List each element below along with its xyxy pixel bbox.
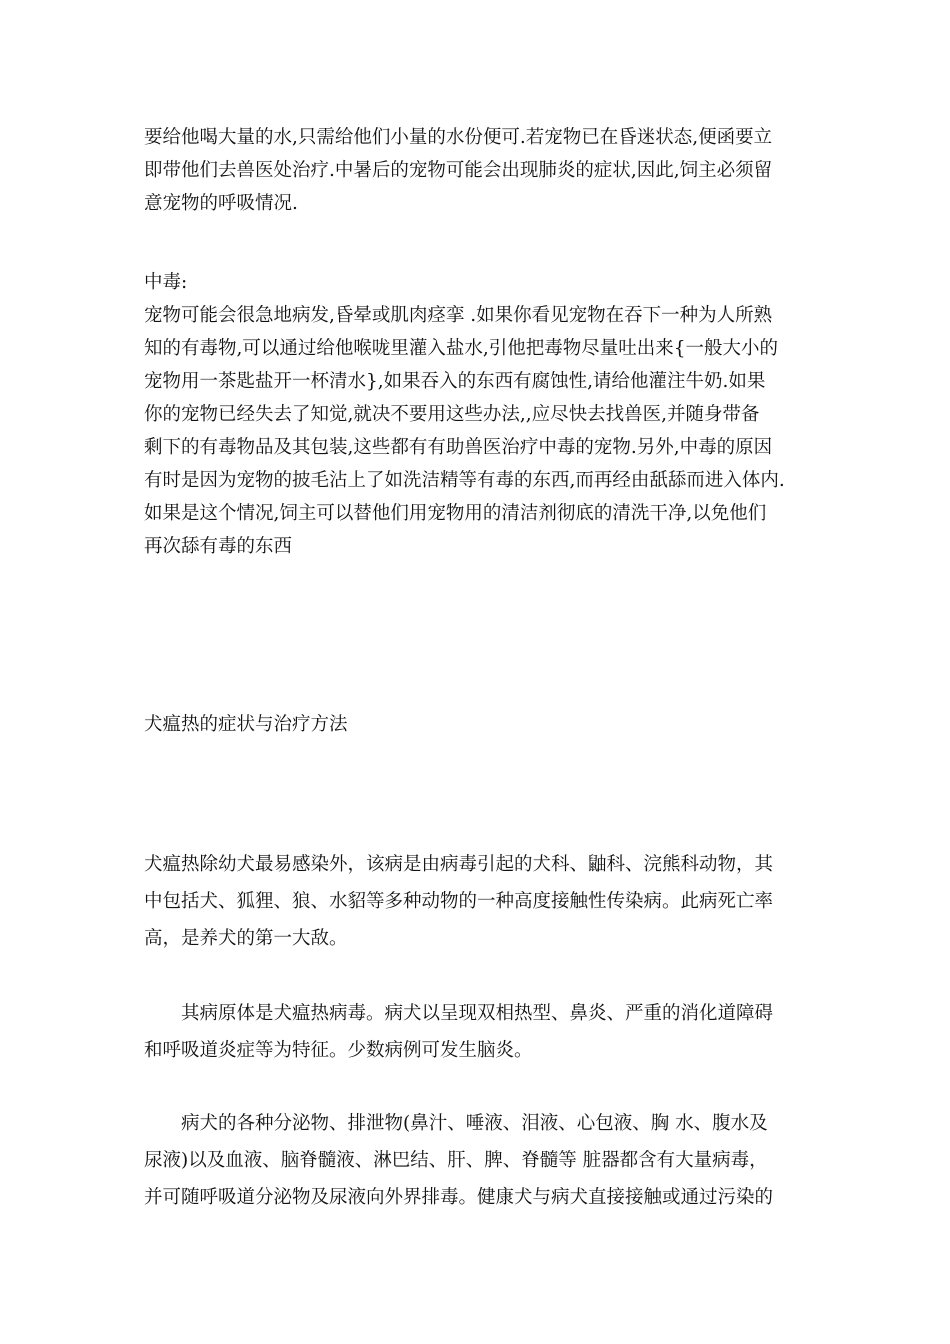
text-line: 有时是因为宠物的披毛沾上了如洗洁精等有毒的东西,而再经由舐舔而进入体内.: [144, 470, 785, 491]
text-line: 并可随呼吸道分泌物及尿液向外界排毒。健康犬与病犬直接接触或通过污染的: [144, 1187, 774, 1208]
text-line: 病犬的各种分泌物、排泄物(鼻汁、唾液、泪液、心包液、胸 水、腹水及: [144, 1113, 768, 1134]
text-line: 你的宠物已经失去了知觉,就决不要用这些办法,,应尽快去找兽医,并随身带备: [144, 404, 760, 425]
distemper-paragraph-1: [144, 846, 814, 957]
text-line: 再次舔有毒的东西: [144, 536, 293, 557]
distemper-paragraph-2: [144, 995, 814, 1069]
heatstroke-paragraph: [144, 121, 814, 220]
text-line: 中包括犬、狐狸、狼、水貂等多种动物的一种高度接触性传染病。此病死亡率: [144, 891, 774, 912]
distemper-paragraph-3: [144, 1105, 814, 1216]
text-line: 如果是这个情况,饲主可以替他们用宠物用的清洁剂彻底的清洗干净,以免他们: [144, 503, 767, 524]
distemper-title-block: [144, 708, 814, 741]
text-line: 犬瘟热除幼犬最易感染外，该病是由病毒引起的犬科、鼬科、浣熊科动物，其: [144, 854, 774, 875]
section-heading: 中毒:: [144, 272, 188, 293]
text-line: 意宠物的呼吸情况.: [144, 193, 298, 214]
text-line: 即带他们去兽医处治疗.中暑后的宠物可能会出现肺炎的症状,因此,饲主必须留: [144, 160, 773, 181]
text-line: 其病原体是犬瘟热病毒。病犬以呈现双相热型、鼻炎、严重的消化道障碍: [144, 1003, 774, 1024]
text-line: 宠物用一茶匙盐开一杯清水},如果吞入的东西有腐蚀性,请给他灌注牛奶.如果: [144, 371, 766, 392]
text-line: 尿液)以及血液、脑脊髓液、淋巴结、肝、脾、脊髓等 脏器都含有大量病毒，: [144, 1150, 768, 1171]
text-line: 要给他喝大量的水,只需给他们小量的水份便可.若宠物已在昏迷状态,便函要立: [144, 127, 773, 148]
text-line: 高，是养犬的第一大敌。: [144, 928, 348, 949]
article-title: 犬瘟热的症状与治疗方法: [144, 714, 348, 735]
text-line: 知的有毒物,可以通过给他喉咙里灌入盐水,引他把毒物尽量吐出来{一般大小的: [144, 338, 779, 359]
poisoning-section: [144, 266, 814, 563]
text-line: 剩下的有毒物品及其包装,这些都有有助兽医治疗中毒的宠物.另外,中毒的原因: [144, 437, 773, 458]
text-line: 宠物可能会很急地病发,昏晕或肌肉痉挛 .如果你看见宠物在吞下一种为人所熟: [144, 305, 773, 326]
text-line: 和呼吸道炎症等为特征。少数病例可发生脑炎。: [144, 1040, 533, 1061]
